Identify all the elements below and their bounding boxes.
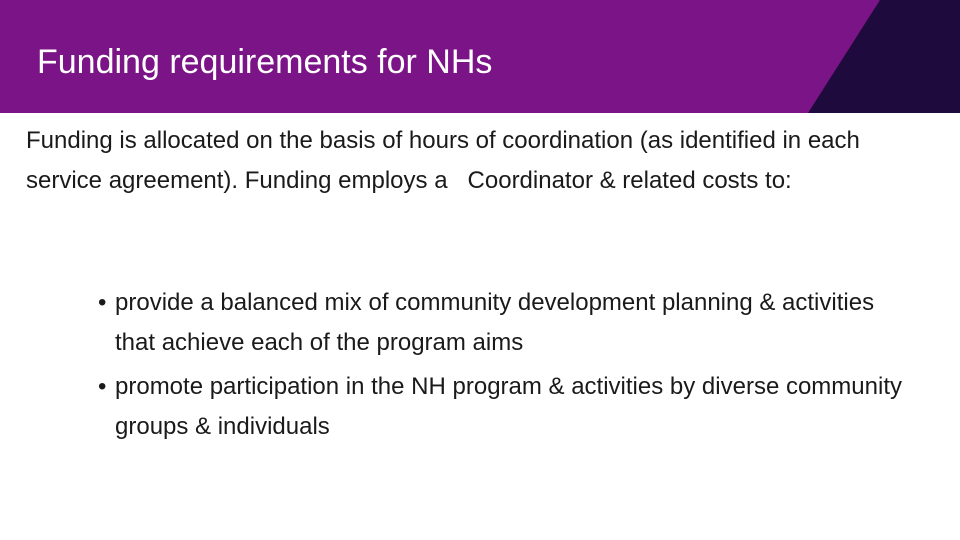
bullet-item	[98, 367, 918, 447]
slide-title: Funding requirements for NHs	[37, 43, 493, 81]
intro-paragraph: Funding is allocated on the basis of hours of coordination (as identified in each service agreement). Funding employs a Coordinator & related costs to:	[26, 127, 867, 194]
title-banner	[0, 0, 960, 113]
bullet-icon: •	[98, 373, 107, 400]
bullet-text: promote participation in the NH program & activities by diverse community groups & individuals	[115, 373, 902, 440]
bullet-text: provide a balanced mix of community development planning & activities that achieve each of the program aims	[115, 289, 875, 356]
bullet-icon: •	[98, 289, 107, 316]
bullet-item	[98, 283, 918, 363]
bullet-list	[98, 283, 918, 451]
